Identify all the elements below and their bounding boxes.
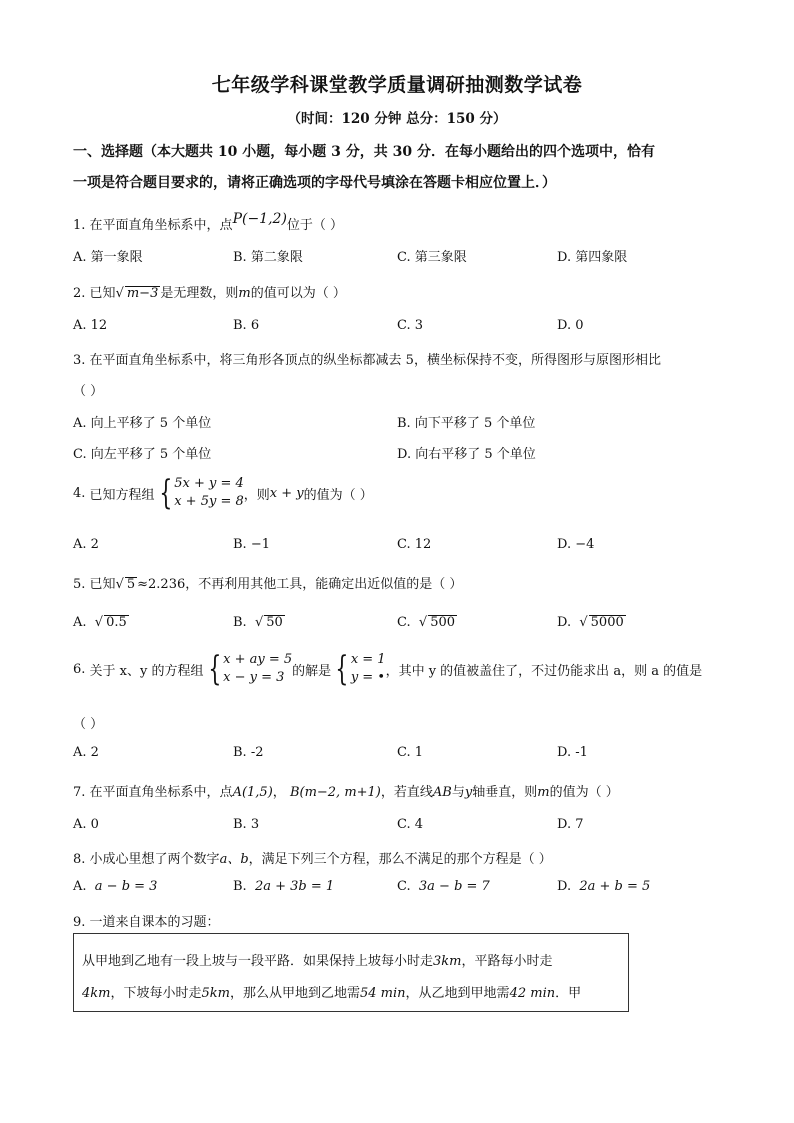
solution-1: x = 1 [350,652,386,667]
option-label: D. [557,615,572,630]
question-4 [73,475,373,511]
equation-1: 5x + y = 4 [174,476,244,491]
line-ab: AB [432,785,452,800]
option-b[interactable] [233,615,285,630]
box-line-2 [82,982,581,1001]
answer-parens: （ ） [73,384,104,399]
question-number: 7. [73,785,86,800]
option-d[interactable] [557,615,626,630]
option-d[interactable]: D. 第四象限 [557,250,628,265]
option-equation: 2a + 3b = 1 [254,879,335,894]
question-stem: 一道来自课本的习题： [89,915,220,930]
box-text: 从甲地到乙地有一段上坡与一段平路．如果保持上坡每小时走 [82,954,434,969]
box-math: 4km [82,986,111,1001]
radicand: 5 [126,577,136,592]
box-math: 54 min [360,986,406,1001]
question-number: 3. [73,353,86,368]
radicand: 500 [430,615,456,630]
solution-2: y = • [350,670,385,685]
box-text: ，下坡每小时走 [110,986,202,1001]
solution-system [331,651,385,687]
point-a: A(1,5) [232,785,273,800]
option-b[interactable] [233,879,334,894]
sqrt-sign: √ [579,615,588,630]
option-a[interactable]: A. 向上平移了 5 个单位 [73,416,212,431]
option-d[interactable]: D. -1 [557,745,588,760]
option-a[interactable] [73,615,129,630]
option-c[interactable]: C. 4 [397,817,424,832]
question-stem: 关于 x、y 的方程组 [89,663,204,679]
option-a[interactable]: A. 第一象限 [73,250,143,265]
option-d[interactable]: D. −4 [557,537,595,552]
question-stem: 在平面直角坐标系中，点 [89,785,233,800]
math-var: m [238,286,251,301]
option-label: B. [233,879,247,894]
option-a[interactable] [73,879,157,894]
separator: ， [272,785,286,800]
sqrt-sign: √ [115,286,124,301]
radicand: 0.5 [106,615,127,630]
question-stem: ≈2.236，不再利用其他工具，能确定出近似值的是（ ） [137,577,463,592]
option-a[interactable]: A. 0 [73,817,99,832]
question-number: 9. [73,915,86,930]
question-stem: 在平面直角坐标系中，点 [89,218,233,233]
question-stem: 是无理数，则 [160,286,239,301]
question-stem: ，满足下列三个方程，那么不满足的那个方程是（ ） [248,852,552,867]
option-d[interactable] [557,879,650,894]
question-stem: ，若直线 [380,785,433,800]
option-c[interactable]: C. 12 [397,537,432,552]
question-9 [73,911,220,930]
section-heading-line1: 一、选择题（本大题共 10 小题，每小题 3 分，共 30 分．在每小题给出的四个选项中，恰有 [73,144,655,160]
point-b: B(m−2, m+1) [289,785,381,800]
option-c[interactable]: C. 向左平移了 5 个单位 [73,447,212,462]
equation-2: x + 5y = 8 [174,494,244,509]
option-label: A. [73,879,87,894]
option-label: B. [233,615,247,630]
option-a[interactable]: A. 2 [73,537,99,552]
question-number: 5. [73,577,86,592]
radicand: 50 [266,615,283,630]
option-b[interactable]: B. 向下平移了 5 个单位 [397,416,536,431]
box-line-1 [82,950,553,969]
option-b[interactable]: B. −1 [233,537,270,552]
question-stem: 小成心里想了两个数字 [89,852,220,867]
paper-title: 七年级学科课堂教学质量调研抽测数学试卷 [211,74,583,96]
option-c[interactable]: C. 第三象限 [397,250,467,265]
question-stem: 的值为（ ） [303,487,373,503]
answer-parens: （ ） [73,717,104,732]
option-label: D. [557,879,572,894]
sqrt-sign: √ [254,615,264,630]
question-stem: ，则 [243,487,270,503]
question-number: 8. [73,852,86,867]
box-text: ．甲 [555,986,582,1001]
problem-box [73,933,629,1012]
question-stem: 的解是 [292,663,332,679]
option-equation: 2a + b = 5 [579,879,651,894]
question-5 [73,573,462,592]
box-text: ，从乙地到甲地需 [405,986,510,1001]
question-stem: 与 [451,785,465,800]
option-b[interactable]: B. 3 [233,817,260,832]
option-b[interactable]: B. -2 [233,745,264,760]
option-label: A. [73,615,87,630]
box-text: ，那么从甲地到乙地需 [229,986,360,1001]
question-2 [73,282,346,301]
option-b[interactable]: B. 6 [233,318,260,333]
option-equation: a − b = 3 [94,879,158,894]
option-b[interactable]: B. 第二象限 [233,250,303,265]
question-number: 1. [73,218,86,233]
option-d[interactable]: D. 7 [557,817,584,832]
sqrt-sign: √ [418,615,428,630]
math-point: P(−1,2) [232,211,287,227]
box-math: 3km [433,954,462,969]
box-text: ，平路每小时走 [461,954,553,969]
brace-icon: { [207,649,221,689]
math-vars: a、b [219,852,249,867]
question-stem: 的值可以为（ ） [250,286,346,301]
brace-icon: { [335,649,349,689]
option-a[interactable]: A. 2 [73,745,99,760]
question-stem: 的值为（ ） [549,785,619,800]
question-stem: 在平面直角坐标系中，将三角形各顶点的纵坐标都减去 5，横坐标保持不变，所得图形与原图形相比 [89,353,661,368]
question-1 [73,211,344,233]
option-a[interactable]: A. 12 [73,318,108,333]
question-7 [73,781,619,800]
equation-system [155,475,244,511]
radicand: m−3 [126,286,159,301]
option-c[interactable] [397,879,490,894]
option-label: C. [397,615,411,630]
question-number: 2. [73,286,86,301]
section-heading-line2: 一项是符合题目要求的，请将正确选项的字母代号填涂在答题卡相应位置上．） [73,175,556,191]
box-math: 42 min [509,986,556,1001]
question-number: 4. [73,485,86,501]
question-stem: 轴垂直，则 [472,785,538,800]
question-stem: 已知 [89,577,116,592]
question-stem: 位于（ ） [286,218,344,233]
paper-subtitle: （时间：120 分钟 总分：150 分） [287,111,507,127]
option-c[interactable]: C. 1 [397,745,424,760]
question-stem: 已知 [89,286,116,301]
question-6 [73,651,702,687]
option-c[interactable]: C. 3 [397,318,424,333]
brace-icon: { [158,473,172,513]
math-expr: x + y [269,485,304,501]
option-equation: 3a − b = 7 [418,879,490,894]
question-stem: ，其中 y 的值被盖住了，不过仍能求出 a，则 a 的值是 [385,663,703,679]
option-d[interactable]: D. 0 [557,318,584,333]
equation-2: x − y = 3 [223,670,285,685]
question-number: 6. [73,661,86,677]
option-c[interactable] [397,615,457,630]
box-math: 5km [201,986,230,1001]
option-d[interactable]: D. 向右平移了 5 个单位 [397,447,536,462]
sqrt-sign: √ [115,577,124,592]
equation-1: x + ay = 5 [223,652,293,667]
axis-var: y [464,785,473,800]
equation-system [204,651,293,687]
sqrt-sign: √ [94,615,104,630]
question-8 [73,848,552,867]
math-var: m [537,785,550,800]
question-3 [73,349,661,368]
option-label: C. [397,879,411,894]
radicand: 5000 [590,615,624,630]
question-stem: 已知方程组 [89,487,155,503]
